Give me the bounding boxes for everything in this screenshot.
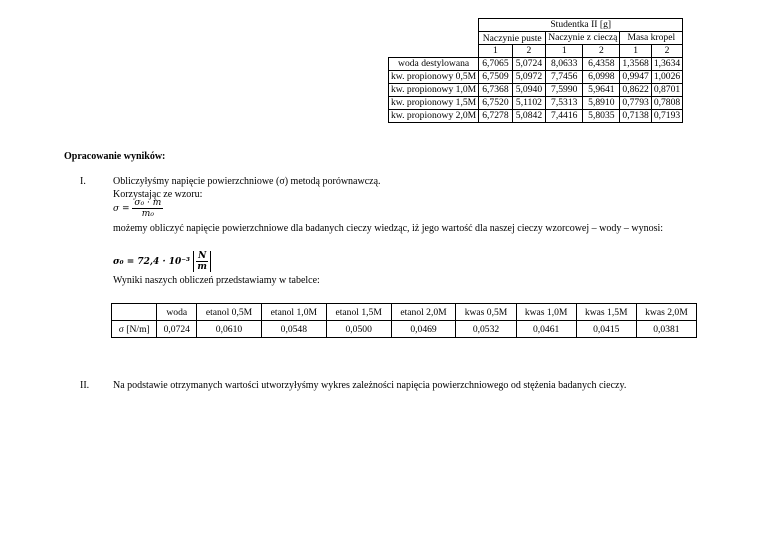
row-label: kw. propionowy 0,5M: [389, 71, 479, 84]
header-cell: woda: [157, 304, 197, 321]
table1-subheader: 2: [512, 45, 546, 58]
unit-numerator: N: [198, 251, 207, 261]
cell: 0,0415: [576, 321, 636, 338]
table1-subheader: 1: [479, 45, 513, 58]
header-cell: kwas 2,0M: [636, 304, 696, 321]
cell: 5,0940: [512, 84, 546, 97]
row-label: woda destylowana: [389, 58, 479, 71]
cell: 5,0724: [512, 58, 546, 71]
cell: 5,8035: [583, 110, 620, 123]
formula-sigma0: [113, 251, 211, 272]
cell: 7,5313: [546, 97, 583, 110]
cell: 8,0633: [546, 58, 583, 71]
table1-corner: [389, 19, 479, 32]
cell: 7,7456: [546, 71, 583, 84]
cell: 0,0610: [197, 321, 262, 338]
item-numeral: II.: [80, 380, 90, 391]
item2-text: Na podstawie otrzymanych wartości utworzyłyśmy wykres zależności napięcia powierzchniowego od stężenia badanych cieczy.: [113, 380, 627, 391]
cell: 6,7509: [479, 71, 513, 84]
item1-line2: Korzystając ze wzoru:: [113, 189, 203, 200]
cell: 0,0469: [391, 321, 456, 338]
table-row: [389, 71, 683, 84]
cell: 0,7138: [620, 110, 651, 123]
table1-super-header: Studentka II [g]: [479, 19, 683, 32]
header-cell: kwas 1,5M: [576, 304, 636, 321]
header-cell: etanol 0,5M: [197, 304, 262, 321]
table1-group-header: Naczynie z cieczą: [546, 32, 620, 45]
item1-paragraph: możemy obliczyć napięcie powierzchniowe dla badanych cieczy wiedząc, iż jego wartość dla naszej cieczy wzorcowej – wody – wynosi:: [113, 223, 664, 234]
table-header-row: [112, 304, 697, 321]
section-title: Opracowanie wyników:: [64, 151, 166, 162]
formula-lhs: σ =: [113, 204, 130, 214]
table1-subheader: 1: [620, 45, 651, 58]
cell: 5,0972: [512, 71, 546, 84]
item1-line3: Wyniki naszych obliczeń przedstawiamy w tabelce:: [113, 275, 320, 286]
cell: 6,7368: [479, 84, 513, 97]
table-row: [389, 58, 683, 71]
table-row: [389, 110, 683, 123]
cell: 7,4416: [546, 110, 583, 123]
cell: 6,7520: [479, 97, 513, 110]
row-label: kw. propionowy 2,0M: [389, 110, 479, 123]
header-cell: etanol 2,0M: [391, 304, 456, 321]
cell: 0,0548: [261, 321, 326, 338]
unit-bracket: [193, 251, 211, 272]
results-table: [111, 303, 697, 338]
row-label: kw. propionowy 1,0M: [389, 84, 479, 97]
cell: 5,9641: [583, 84, 620, 97]
cell: 7,5990: [546, 84, 583, 97]
cell: 6,7065: [479, 58, 513, 71]
cell: 0,8622: [620, 84, 651, 97]
row-label: σ [N/m]: [112, 321, 157, 338]
formula-denominator: m₀: [141, 209, 154, 219]
cell: 5,8910: [583, 97, 620, 110]
table1-subheader: 1: [546, 45, 583, 58]
table-row: [389, 84, 683, 97]
cell: 0,7193: [651, 110, 682, 123]
unit-denominator: m: [197, 262, 207, 272]
table-row: [112, 321, 697, 338]
cell: 0,9947: [620, 71, 651, 84]
cell: 6,7278: [479, 110, 513, 123]
header-cell: kwas 1,0M: [516, 304, 576, 321]
formula-numerator: σ₀ · m: [134, 198, 162, 208]
table-row: [389, 97, 683, 110]
cell: 1,3568: [620, 58, 651, 71]
header-cell: [112, 304, 157, 321]
table1-subheader: 2: [651, 45, 682, 58]
cell: 0,0532: [456, 321, 516, 338]
header-cell: kwas 0,5M: [456, 304, 516, 321]
item1-line1: Obliczyłyśmy napięcie powierzchniowe (σ) metodą porównawczą.: [113, 176, 381, 187]
table1-group-header: Naczynie puste: [479, 32, 546, 45]
cell: 0,0500: [326, 321, 391, 338]
cell: 6,4358: [583, 58, 620, 71]
formula-fraction: [132, 198, 163, 219]
header-cell: etanol 1,0M: [261, 304, 326, 321]
cell: 0,7793: [620, 97, 651, 110]
formula-sigma: [113, 198, 163, 219]
table1-group-header: Masa kropel: [620, 32, 683, 45]
cell: 1,3634: [651, 58, 682, 71]
cell: 5,1102: [512, 97, 546, 110]
cell: 0,0461: [516, 321, 576, 338]
cell: 0,0381: [636, 321, 696, 338]
cell: 0,7808: [651, 97, 682, 110]
cell: 1,0026: [651, 71, 682, 84]
cell: 0,8701: [651, 84, 682, 97]
formula2-lhs: σ₀ = 72,4 · 10⁻³: [113, 257, 190, 267]
row-label: kw. propionowy 1,5M: [389, 97, 479, 110]
mass-data-table: [388, 18, 683, 123]
cell: 0,0724: [157, 321, 197, 338]
item-numeral: I.: [80, 176, 86, 187]
cell: 5,0842: [512, 110, 546, 123]
table1-subheader: 2: [583, 45, 620, 58]
cell: 6,0998: [583, 71, 620, 84]
header-cell: etanol 1,5M: [326, 304, 391, 321]
